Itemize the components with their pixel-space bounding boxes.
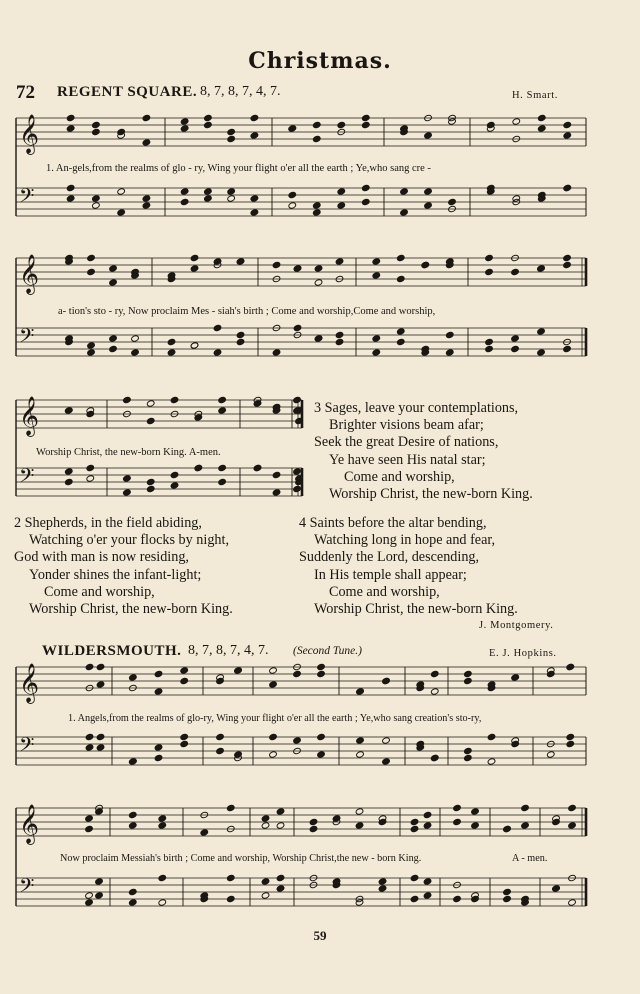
svg-text:𝄞: 𝄞	[19, 804, 40, 844]
tune-meter: 8, 7, 8, 7, 4, 7.	[200, 84, 281, 99]
second-tune-composer: E. J. Hopkins.	[489, 648, 557, 659]
second-tune-label: (Second Tune.)	[293, 645, 362, 657]
svg-text:𝄢: 𝄢	[19, 184, 35, 212]
page-section-title: Christmas.	[248, 48, 392, 74]
tune-name: REGENT SQUARE.	[57, 84, 198, 100]
svg-text:𝄞: 𝄞	[19, 396, 40, 436]
verse-2: 2 Shepherds, in the field abiding, Watching o'er your flocks by night, God with man is now residing, Yonder shines the infant-light; Come and worship, Worship Christ, the new-born King.	[14, 515, 233, 617]
verse-3: 3 Sages, leave your contemplations, Brighter visions beam afar; Seek the great Desire of nations, Ye have seen His natal star; Come and worship, Worship Christ, the new-born King.	[314, 400, 533, 502]
second-tune-amen: A - men.	[512, 853, 548, 864]
second-tune-meter: 8, 7, 8, 7, 4, 7.	[188, 643, 269, 658]
svg-text:𝄞: 𝄞	[19, 114, 40, 154]
lyrics-line-2: a- tion's sto - ry, Now proclaim Mes - siah's birth ; Come and worship,Come and worship,	[58, 306, 436, 317]
lyrics-line-1: 1. An-gels,from the realms of glo - ry, Wing your flight o'er all the earth ; Ye,who sang cre -	[46, 163, 431, 174]
page-number: 59	[313, 928, 327, 943]
lyrics-line-3: Worship Christ, the new-born King. A-men.	[36, 447, 221, 458]
svg-text:𝄢: 𝄢	[19, 874, 35, 902]
second-tune-lyrics-line-2: Now proclaim Messiah's birth ; Come and worship, Worship Christ,the new - born King.	[60, 853, 422, 864]
svg-text:𝄞: 𝄞	[19, 254, 40, 294]
svg-text:𝄢: 𝄢	[19, 324, 35, 352]
svg-text:𝄞: 𝄞	[19, 663, 40, 703]
second-tune-lyrics-line-1: 1. Angels,from the realms of glo-ry, Wing your flight o'er all the earth ; Ye,who sang creation's sto-ry,	[68, 713, 482, 724]
hymn-number: 72	[16, 82, 35, 103]
verse-4: 4 Saints before the altar bending, Watching long in hope and fear, Suddenly the Lord, descending, In His temple shall appear; Come and worship, Worship Christ, the new-born King.	[299, 515, 518, 617]
svg-text:𝄢: 𝄢	[19, 733, 35, 761]
second-tune-name: WILDERSMOUTH.	[42, 643, 182, 659]
composer: H. Smart.	[512, 90, 558, 101]
svg-text:𝄢: 𝄢	[19, 464, 35, 492]
author: J. Montgomery.	[479, 620, 554, 631]
